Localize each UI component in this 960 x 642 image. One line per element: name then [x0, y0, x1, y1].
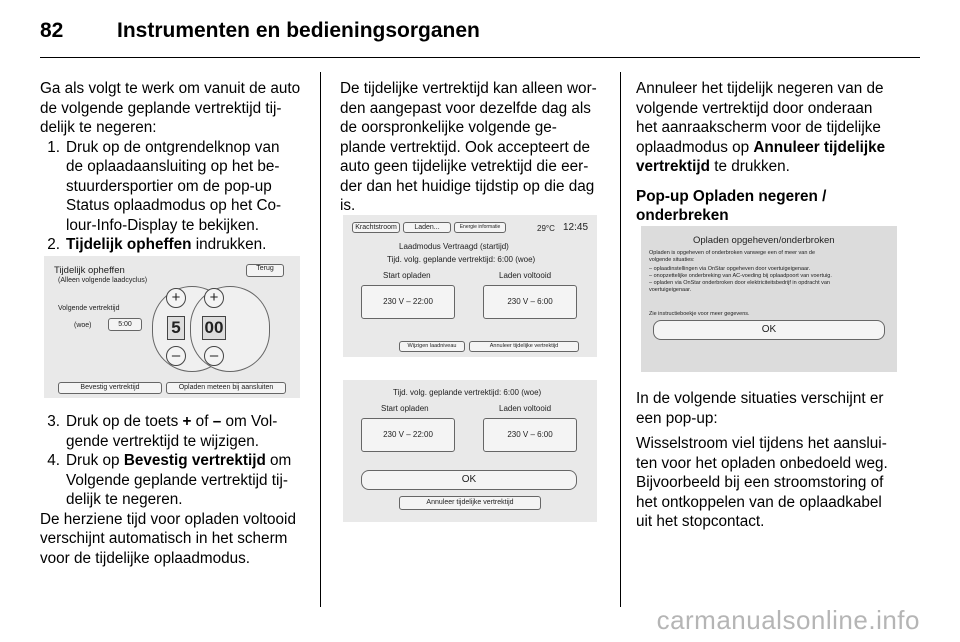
next-departure-time: Tijd. volg. geplande vertrektijd: 6:00 (woe): [387, 255, 536, 264]
screenshot-temporary-override: [44, 256, 300, 398]
next-departure-label: Volgende vertrektijd: [58, 305, 120, 312]
confirm-departure-button[interactable]: Bevestig vertrektijd: [58, 382, 162, 394]
step-3: 3. Druk op de toets + of – om Vol- gende vertrektijd te wijzigen.: [47, 413, 278, 450]
popup-intro-paragraph: In de volgende situaties verschijnt er een pop-up:: [636, 390, 884, 427]
step-4: 4. Druk op Bevestig vertrektijd om Volgende geplande vertrektijd tij- delijk te negeren.: [47, 452, 292, 508]
screenshot-charging-status: [343, 215, 597, 357]
screenshot-charging-interrupted-popup: [641, 226, 897, 372]
hour-digit: 5: [167, 316, 185, 340]
column-2: De tijdelijke vertrektijd kan alleen wor- den aangepast voor dezelfde dag als de oorspronkelijke volgende ge- plande vertrektijd. Ook accepteert de auto geen tijdelijke vetrektijd die eer- der dan het huidige tijdstip op die dag is.: [340, 80, 597, 214]
day-label: (woe): [74, 322, 92, 329]
step-1: 1. Druk op de ontgrendelknop van de oplaadaansluiting op het be- stuurdersportier om de pop-up Status oplaadmodus op het Co- lour-Info-Display te bekijken.: [47, 138, 282, 234]
popup-intro-2: volgende situaties:: [649, 257, 695, 263]
column-1: [40, 79, 308, 255]
temperature: 29°C: [537, 224, 555, 233]
start-charging-label: Start opladen: [383, 271, 431, 280]
column-divider-1: [320, 72, 321, 607]
intro-paragraph: Ga als volgt te werk om vanuit de auto de volgende geplande vertrektijd tij- delijk te negeren:: [40, 80, 301, 136]
clock: 12:45: [563, 222, 589, 233]
hour-minus-button[interactable]: –: [166, 346, 186, 366]
step-2: 2. Tijdelijk opheffen indrukken.: [47, 236, 267, 253]
popup-intro-1: Opladen is opgeheven of onderbroken vanwege een of meer van de: [649, 250, 816, 256]
screen-title: Tijdelijk opheffen: [54, 265, 125, 276]
time-value: 5:00: [108, 318, 142, 331]
cancel-override-paragraph: Annuleer het tijdelijk negeren van de volgende vertrektijd door onderaan het aanraakscherm voor de tijdelijke oplaadmodus op Annuleer tijdelijke vertrektijd te drukken.: [636, 80, 886, 175]
minute-minus-button[interactable]: –: [204, 346, 224, 366]
popup-more-info: Zie instructieboekje voor meer gegevens.: [649, 311, 750, 317]
change-charge-level-button[interactable]: Wijzigen laadniveau: [399, 341, 465, 352]
start-charging-value: 230 V – 22:00: [361, 418, 455, 452]
charge-mode: Laadmodus Vertraagd (startijd): [399, 242, 509, 251]
charge-complete-value: 230 V – 6:00: [483, 418, 577, 452]
charge-complete-label: Laden voltooid: [499, 404, 552, 413]
start-charging-label: Start opladen: [381, 404, 429, 413]
popup-bullet-3: – opladen via OnStar onderbroken door elektriciteitsbedrijf in opdracht van: [649, 280, 830, 286]
screen-subtitle: (Alleen volgende laadcyclus): [58, 277, 148, 284]
hour-plus-button[interactable]: +: [166, 288, 186, 308]
screenshot-override-confirmation: [343, 380, 597, 522]
start-charging-value: 230 V – 22:00: [361, 285, 455, 319]
back-button[interactable]: Terug: [246, 264, 284, 277]
page-number: 82: [40, 19, 64, 42]
popup-bullet-2: – onopzettelijke onderbreking van AC-voeding bij oplaadpoort van voertuig.: [649, 273, 832, 279]
minute-digits: 00: [202, 316, 226, 340]
popup-title: Opladen opgeheven/onderbroken: [693, 235, 835, 246]
tab-energy-info[interactable]: Energie informatie: [454, 222, 506, 233]
ok-button[interactable]: OK: [361, 470, 577, 490]
page-title: Instrumenten en bedieningsorganen: [117, 19, 480, 42]
column-divider-2: [620, 72, 621, 607]
charge-complete-label: Laden voltooid: [499, 271, 552, 280]
header-divider: [40, 57, 920, 58]
outro-paragraph: De herziene tijd voor opladen voltooid verschijnt automatisch in het scherm voor de tijdelijke oplaadmodus.: [40, 510, 296, 567]
popup-bullet-1: – oplaadinstellingen via OnStar opgeheven door voertuigeigenaar.: [649, 266, 811, 272]
minute-plus-button[interactable]: +: [204, 288, 224, 308]
cancel-temporary-departure-button[interactable]: Annuleer tijdelijke vertrektijd: [469, 341, 579, 352]
cancel-temporary-departure-button[interactable]: Annuleer tijdelijke vertrektijd: [399, 496, 541, 510]
ok-button[interactable]: OK: [653, 320, 885, 340]
popup-bullet-3b: voertuigeigenaar.: [649, 287, 692, 293]
next-departure-time: Tijd. volg. geplande vertrektijd: 6:00 (woe): [393, 388, 542, 397]
tab-power-flow[interactable]: Krachtstroom: [352, 222, 400, 233]
charge-now-button[interactable]: Opladen meteen bij aansluiten: [166, 382, 286, 394]
tab-charging[interactable]: Laden...: [403, 222, 451, 233]
column-3-lower: [636, 389, 916, 532]
ac-loss-paragraph: Wisselstroom viel tijdens het aanslui- ten voor het opladen onbedoeld weg. Bijvoorbeeld bij een stroomstoring of het ontkoppelen van de oplaadkabel uit het stopcontact.: [636, 435, 888, 530]
column-3: [636, 79, 916, 226]
column-1-lower: [40, 412, 308, 568]
watermark: carmanualsonline.info: [656, 605, 920, 635]
section-heading: Pop-up Opladen negeren / onderbreken: [636, 187, 827, 224]
charge-complete-value: 230 V – 6:00: [483, 285, 577, 319]
